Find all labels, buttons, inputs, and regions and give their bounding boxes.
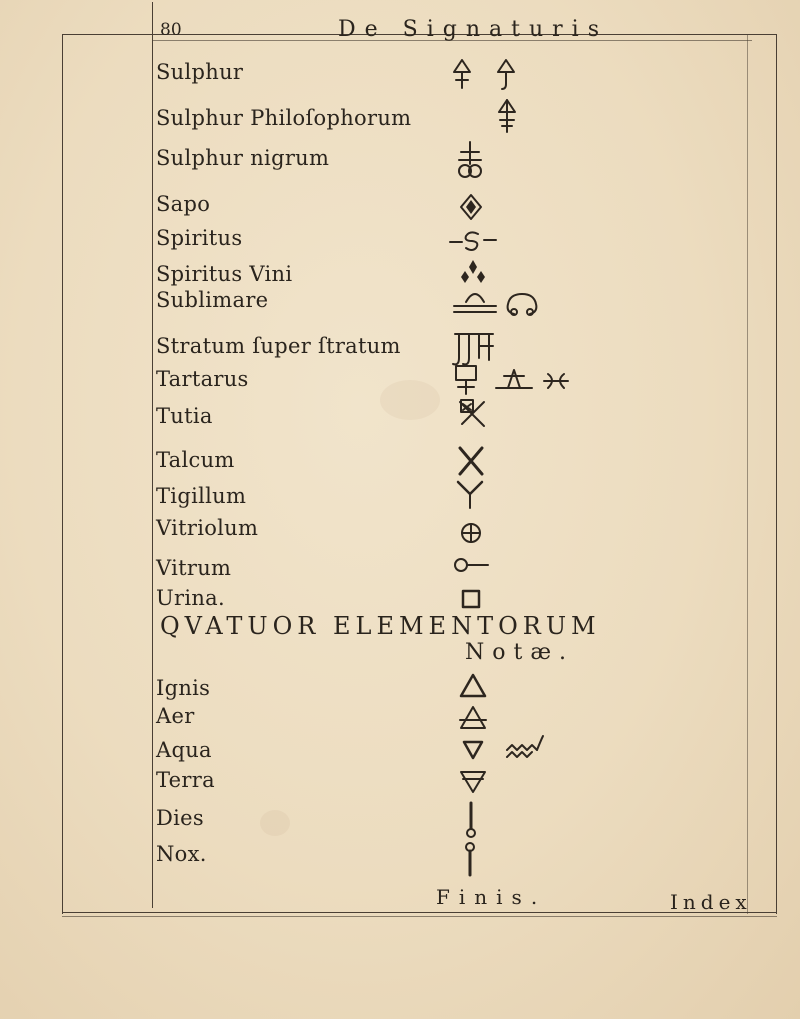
column-rule bbox=[152, 2, 153, 908]
tigillum-icon bbox=[455, 478, 485, 512]
running-title: De Signaturis bbox=[338, 17, 608, 42]
talcum-icon bbox=[456, 444, 486, 478]
sulphur-icon bbox=[450, 56, 520, 92]
frame-bottom-rule-inner bbox=[62, 916, 777, 917]
dies-icon bbox=[462, 800, 480, 840]
entry-vitrum: Vitrum bbox=[156, 556, 232, 580]
frame-left-rule bbox=[62, 34, 63, 914]
tutia-icon bbox=[456, 396, 488, 430]
entry-sulphur: Sulphur bbox=[156, 60, 244, 84]
vitriolum-icon bbox=[458, 520, 484, 546]
element-dies: Dies bbox=[156, 806, 204, 830]
section-subheading: Notæ. bbox=[465, 640, 575, 665]
entry-sapo: Sapo bbox=[156, 192, 211, 216]
urina-icon bbox=[460, 588, 482, 610]
paper-stain bbox=[260, 810, 290, 836]
spiritus-icon bbox=[448, 228, 498, 252]
vitrum-icon bbox=[452, 554, 492, 576]
aqua-waves-icon bbox=[505, 734, 545, 766]
element-aqua: Aqua bbox=[156, 738, 212, 762]
entry-tigillum: Tigillum bbox=[156, 484, 247, 508]
entry-urina: Urina. bbox=[156, 586, 225, 610]
entry-talcum: Talcum bbox=[156, 448, 235, 472]
element-nox: Nox. bbox=[156, 842, 207, 866]
section-heading: QVATUOR ELEMENTORUM bbox=[160, 612, 601, 640]
sulphur-philosophorum-icon bbox=[495, 96, 519, 134]
entry-sublimare: Sublimare bbox=[156, 288, 269, 312]
entry-vitriolum: Vitriolum bbox=[156, 516, 259, 540]
inner-right-rule bbox=[747, 34, 748, 914]
entry-spiritus-vini: Spiritus Vini bbox=[156, 262, 293, 286]
paper-stain bbox=[380, 380, 440, 420]
catchword: Index bbox=[670, 890, 752, 914]
element-terra: Terra bbox=[156, 768, 215, 792]
sublimare-icon bbox=[452, 284, 552, 318]
fire-triangle-icon bbox=[458, 672, 488, 700]
finis-text: Finis. bbox=[436, 885, 547, 909]
sapo-icon bbox=[458, 192, 484, 222]
element-aer: Aer bbox=[156, 704, 195, 728]
air-triangle-icon bbox=[458, 704, 488, 736]
tartarus-icon bbox=[452, 362, 572, 396]
entry-sulphur-philosophorum: Sulphur Philoſophorum bbox=[156, 106, 412, 130]
entry-tartarus: Tartarus bbox=[156, 367, 249, 391]
entry-stratum: Stratum ſuper ſtratum bbox=[156, 334, 401, 358]
earth-triangle-icon bbox=[458, 768, 488, 796]
sulphur-nigrum-icon bbox=[455, 140, 485, 180]
entry-spiritus: Spiritus bbox=[156, 226, 243, 250]
nox-icon bbox=[461, 840, 479, 878]
water-triangle-icon bbox=[461, 738, 485, 762]
entry-tutia: Tutia bbox=[156, 404, 213, 428]
entry-sulphur-nigrum: Sulphur nigrum bbox=[156, 146, 330, 170]
frame-right-rule bbox=[776, 34, 777, 914]
page-number: 80 bbox=[160, 20, 182, 40]
element-ignis: Ignis bbox=[156, 676, 211, 700]
